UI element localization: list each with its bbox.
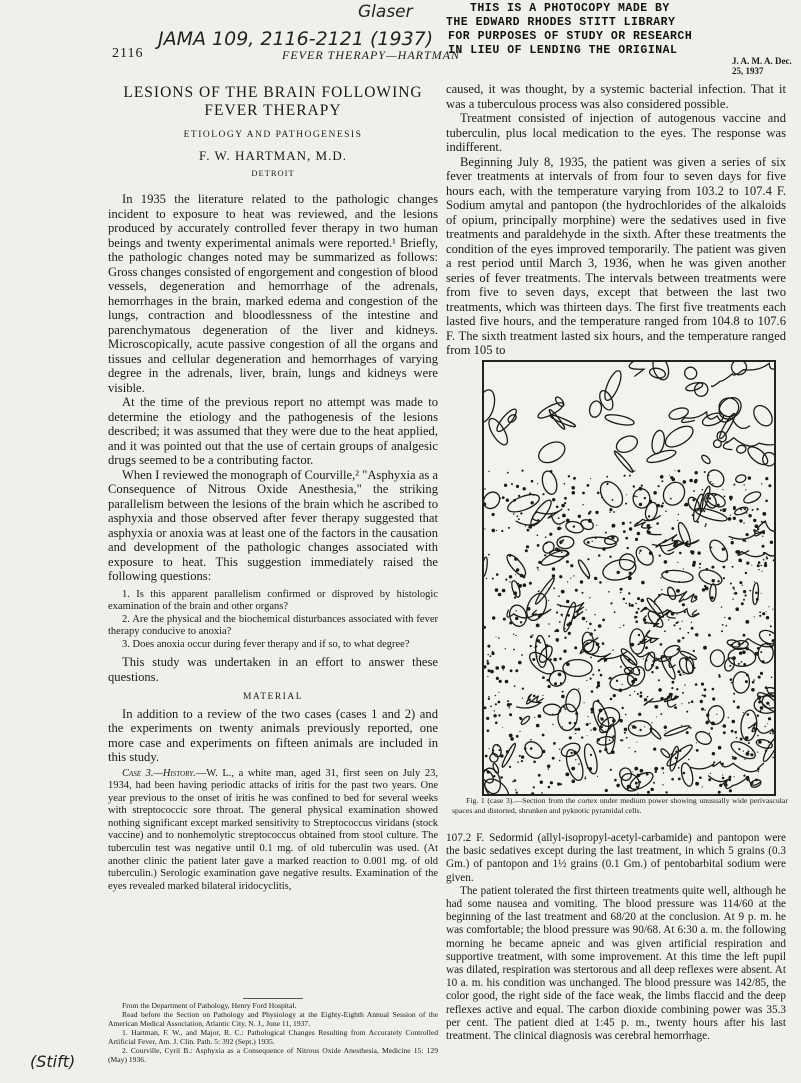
title-line-2: FEVER THERAPY — [204, 102, 342, 119]
question-3: 3. Does anoxia occur during fever therapy and if so, to what degree? — [122, 638, 410, 650]
right-column-top — [446, 82, 786, 358]
paragraph-courville: When I reviewed the monograph of Courville,² "Asphyxia as a Consequence of Nitrous Oxide Anesthesia," the striking parallelism between the lesions of the brain which he ascribed to asphyxia and those observed after fever therapy suggested that asphyxia or anoxia was at least one of the factors in the causation and development of the pathologic changes associated with exposure to heat. This suggestion immediately raised the following questions: — [108, 467, 438, 583]
questions-list — [108, 589, 438, 652]
handwritten-author-note: Glaser — [358, 2, 413, 22]
left-body — [108, 192, 438, 893]
paragraph-treatment: Treatment consisted of injection of autogenous vaccine and tuberculin, plus local medication to the eyes. The response was indifferent. — [446, 111, 786, 154]
stamp-line-2: THE EDWARD RHODES STITT LIBRARY — [446, 16, 676, 29]
question-2: 2. Are the physical and the biochemical disturbances associated with fever therapy conducive to anoxia? — [108, 613, 438, 637]
case-3-label: Case 3.—History. — [122, 767, 196, 779]
right-column-bottom — [446, 832, 786, 1043]
paragraph-intro: In 1935 the literature related to the pathologic changes incident to exposure to heat was reviewed, and the lesions produced by accurately controlled fever therapy in two human beings and twenty experimental animals were reported.¹ Briefly, the pathologic changes noted may be summarized as follows: Gross changes consisted of engorgement and congestion of blood vessels, degeneration and hemorrhage of the adrenals, hemorrhages in the brain, marked edema and congestion of the lungs, contraction and bloodlessness of the intestine and parenchymatous degeneration of the liver and kidneys. Microscopically, acute passive congestion of all the organs and tissues and cellular degeneration and hemorrhages of varying degree in the adrenals, liver, brain, lungs and kidneys were visible. — [108, 192, 438, 395]
page-number: 2116 — [112, 46, 144, 61]
title-line-1: LESIONS OF THE BRAIN FOLLOWING — [123, 84, 423, 101]
paragraph-study-purpose: This study was undertaken in an effort to answer these questions. — [108, 655, 438, 684]
paragraph-infection: caused, it was thought, by a systemic bacterial infection. That it was a tuberculous process was also considered possible. — [446, 82, 786, 111]
stamp-line-4: IN LIEU OF LENDING THE ORIGINAL — [448, 44, 678, 57]
micrograph-illustration — [484, 362, 774, 794]
figure-caption-text: Fig. 1 (case 3).—Section from the cortex under medium power showing unusually wide perivascular spaces and distorted, shrunken and pyknotic pyramidal cells. — [452, 796, 788, 815]
paragraph-sedatives: 107.2 F. Sedormid (allyl-isopropyl-acetyl-carbamide) and pantopon were the basic sedatives except during the last treatment, in which 5 grains (0.3 Gm.) of pantopon and 1½ grains (0.1 Gm.) of pentobarbital sodium were given. — [446, 832, 786, 884]
library-stamp — [430, 2, 790, 58]
footnote-rule — [243, 998, 303, 999]
footnote-1: 1. Hartman, F. W., and Major, R. C.: Pathological Changes Resulting from Accurately Controlled Artificial Fever, Am. J. Clin. Path. 5: 392 (Sept.) 1935. — [108, 1028, 438, 1046]
stamp-line-1: THIS IS A PHOTOCOPY MADE BY — [470, 2, 670, 15]
handwritten-citation-note: JAMA 109, 2116-2121 (1937) — [158, 28, 434, 50]
stamp-line-3: FOR PURPOSES OF STUDY OR RESEARCH — [448, 30, 693, 43]
journal-date: J. A. M. A. Dec. 25, 1937 — [732, 56, 792, 76]
case-3-history: —W. L., a white man, aged 31, first seen on July 23, 1934, had been having periodic attacks of iritis for the past two years. One year previous to the onset of iritis he was confined to bed for several weeks with streptococcic sore throat. The general physical examination showed nothing significant except marked sensitivity to Streptococcus viridans (stock vaccine) and to nonhemolytic streptococcus obtained from stool culture. The tuberculin test was negative until 0.1 mg. of old tuberculin was used. (At another clinic the patient later gave a marked reaction to 0.001 mg. of old tuberculin.) Serologic examination gave negative results. Examination of the eyes revealed marked bilateral iridocyclitis, — [108, 767, 438, 892]
article-title — [108, 84, 438, 120]
paragraph-fever-series: Beginning July 8, 1935, the patient was given a series of six fever treatments at intervals of from four to seven days for five hours each, with the temperature varying from 103.2 to 107.4 F. Sodium amytal and pantopon (the hydrochlorides of the alkaloids of opium, principally morphine) were the sedatives used in five treatments and paraldehyde in the sixth. After these treatments the condition of the eyes improved temporarily. The patient was given a rest period until March 3, 1936, when he was given another series of fever treatments. The intervals between treatments were from five to seven days, except that between the last two treatments, which was thirteen days. The first five treatments each lasted five hours, and the temperature ranged from 104.8 to 107.6 F. The sixth treatment lasted six hours, and the temperature ranged from 105 to — [446, 154, 786, 357]
footnote-department: From the Department of Pathology, Henry Ford Hospital. — [122, 1001, 297, 1010]
section-heading-material: MATERIAL — [242, 692, 304, 702]
handwritten-bottom-note: (Stift) — [30, 1052, 76, 1071]
article-subtitle: ETIOLOGY AND PATHOGENESIS — [183, 130, 363, 140]
figure-1-micrograph — [482, 360, 776, 796]
footnotes — [108, 998, 438, 1064]
question-1: 1. Is this apparent parallelism confirmed or disproved by histologic examination of the brain and other organs? — [108, 588, 438, 612]
left-column — [108, 84, 438, 893]
figure-1-caption — [452, 796, 788, 815]
article-author: F. W. HARTMAN, M.D. — [199, 148, 347, 163]
author-location: DETROIT — [251, 168, 295, 178]
running-title: FEVER THERAPY—HARTMAN — [282, 48, 460, 62]
footnote-read-before: Read before the Section on Pathology and Physiology at the Eighty-Eighth Annual Session of the American Medical Association, Atlantic City, N. J., June 11, 1937. — [108, 1010, 438, 1028]
paragraph-patient-course: The patient tolerated the first thirteen treatments quite well, although he had some nausea and vomiting. The blood pressure was 114/60 at the beginning of the last treatment and 68/20 at the conclusion. At 9 p. m. he was comfortable; the blood pressure was 90/68. At 6:30 a. m. the following morning he became apneic and was given artificial respiration and supportive treatment, with some improvement. At this time the left pupil was dilated, respiration was stertorous and all deep reflexes were absent. At 10 a. m. his condition was unchanged. The blood pressure was 142/85, the color good, the right side of the face weak, the limbs flaccid and the deep reflexes active and equal. The carbon dioxide combining power was 35.3 per cent. The patient died at 1:45 p. m., twenty hours after his last treatment. The clinical diagnosis was cerebral hemorrhage. — [446, 884, 786, 1043]
footnote-2: 2. Courville, Cyril B.: Asphyxia as a Consequence of Nitrous Oxide Anesthesia, Medicine 15: 129 (May) 1936. — [108, 1046, 438, 1064]
paragraph-material: In addition to a review of the two cases (cases 1 and 2) and the experiments on twenty animals previously reported, one more case and experiments on fifteen animals are included in this study. — [108, 706, 438, 764]
paragraph-previous-report: At the time of the previous report no attempt was made to determine the etiology and the pathogenesis of the lesions described; it was assumed that they were due to the heat applied, and it was pointed out that the use of certain groups of analgesic drugs seemed to be a contributing factor. — [108, 395, 438, 467]
paragraph-case-3 — [108, 768, 438, 894]
